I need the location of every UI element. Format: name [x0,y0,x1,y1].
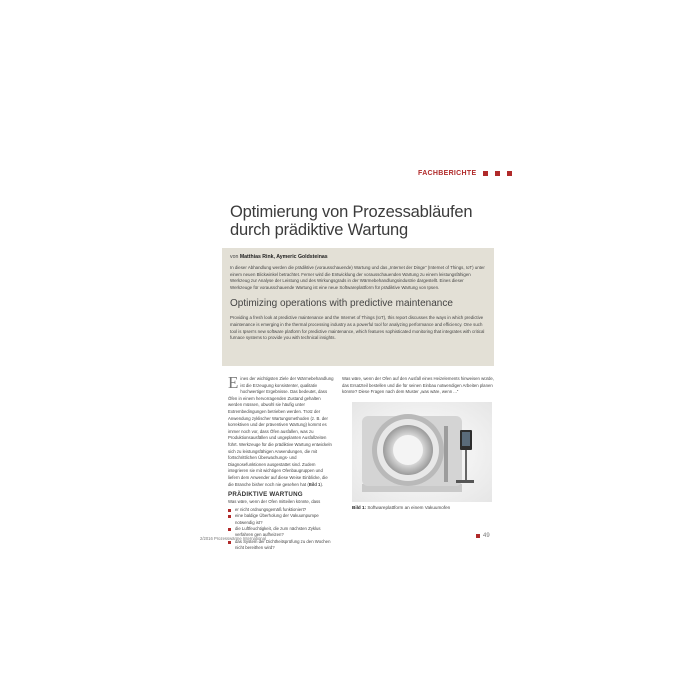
body-column-2 [342,376,494,396]
list-item: eine baldige Überholung der Vakuumpumpe notwendig ist? [228,513,334,526]
abstract-english: Providing a fresh look at predictive maintenance and the Internet of Things (IoT), this report discusses the ways in which predictive maintenance is emerging in the thermal processing industry as a powerful tool for analyzing performance and efficiency. One such tool is Ipsen's new software platform for predictive maintenance, which features sophisticated monitoring that integrates with critical furnace systems to provide you with technical insights. [230,315,485,341]
section-marker-square [507,171,512,176]
article-title: Optimierung von Prozessabläufen durch prädiktive Wartung [230,203,473,239]
furnace-photo [352,402,492,502]
authors-names: Matthias Rink, Aymeric Goldsteinas [239,254,328,260]
bullet-square-icon [228,541,231,544]
footer-publication: 2/2016 Prozesswärme International [200,536,266,541]
section-heading: PRÄDIKTIVE WARTUNG [228,491,303,499]
section-tag [418,170,512,177]
page-marker-square [476,534,480,538]
drop-cap: E [228,373,239,392]
list-item: er nicht ordnungsgemäß funktioniert? [228,507,334,513]
footer-page [476,533,490,539]
section-intro: Was wäre, wenn der Ofen mitteilen könnte, dass [228,499,321,505]
section-marker-square [495,171,500,176]
authors-line [230,254,486,260]
list-item: die Luftfeuchtigkeit, die zum nächsten Zyklus verfahren gen aufheizen? [228,526,334,539]
figure-caption [352,505,450,510]
section-label: FACHBERICHTE [418,170,477,177]
caption-label: Bild 1: [352,505,367,510]
list-item: das System der Dichtheitsprüfung zu den Wochen nicht bereithen wird? [228,539,334,552]
body-paragraph: Eines der wichtigsten Ziele der Wärmebehandlung ist die Erzeugung konsistenter, qualitativ hochwertiger Ergebnisse. Das bedeutet, dass Öfen in einem hervorragenden Zustand gehalten werden müssen, obwohl sie häufig unter Extrembedingungen betrieben werden. Trotz der Anwendung zyklischer Wartungsmethoden (z. B. der korrektiven und der präventiven Wartung) kommt es immer noch vor, dass Öfen ausfallen, was zu Produktionsausfällen und ungeplanten Ausfallzeiten führt. Werkzeuge für die prädiktive Wartung entwickeln sich zu leistungsfähigen Anwendungen, die mit fortschrittlichen Überwachungs- und Diagnosefunktionen ausgestattet sind. Zudem integrieren sie mit wichtigen Ofenbaugruppen und liefern dem Anwender auf diese Weise Einblicke, die die Branche bisher noch nie gesehen hat (Bild 1). [228,373,334,487]
page-number: 49 [483,533,490,539]
body-text: ines der wichtigsten Ziele der Wärmebehandlung ist die Erzeugung konsistenter, qualitativ hochwertiger Ergebnisse. Das bedeutet, dass Öfen in einem hervorragenden Zustand gehalten werden müssen, obwohl sie häufig unter Extrembedingungen betrieben werden. Trotz der Anwendung zyklischer Wartungsmethoden (z. B. der korrektiven und der präventiven Wartung) kommt es immer noch vor, dass Öfen ausfallen, was zu Produktionsausfällen und ungeplanten Ausfallzeiten führt. Werkzeuge für die prädiktive Wartung entwickeln sich zu leistungsfähigen Anwendungen, die mit fortschrittlichen Überwachungs- und Diagnosefunktionen ausgestattet sind. Zudem integrieren sie mit wichtigen Ofenbaugruppen und liefern dem Anwender auf diese Weise Einblicke, die die Branche bisher noch nie gesehen hat [228,376,334,487]
bullet-list [228,507,334,552]
english-subtitle: Optimizing operations with predictive maintenance [230,298,453,310]
body-column-1 [228,373,334,552]
bullet-square-icon [228,509,231,512]
authors-prefix: von [230,254,239,260]
body-text: Was wäre, wenn der Ofen auf den Ausfall eines Heizelements hinweisen würde, das Ersatzteil bestellen und die für seinen Einbau notwendigen Arbeiten planen könnte? Diese Fragen nach dem Muster „was wäre, wenn ...“ [342,376,494,395]
figure-reference: Bild 1 [308,481,321,487]
caption-text: Softwareplattform an einem Vakuumofen [367,505,451,510]
abstract-box [222,248,494,366]
abstract-german: In dieser Abhandlung werden die prädiktive (vorausschauende) Wartung und das „Internet der Dinge“ (Internet of Things, IoT) unter einem neuen Blickwinkel betrachtet. Ferner wird die Entwicklung der vorausschauenden Wartung zu einem leistungsfähigen Werkzeug zur Analyse der Leistung und des Wirkungsgrads in der Wärmebehandlungsindustrie dargestellt. Eines dieser Werkzeuge für vorausschauende Wartung ist eine neue Softwareplattform für prädiktive Wartung von Ipsen. [230,265,485,290]
bullet-square-icon [228,528,231,531]
section-marker-square [483,171,488,176]
furnace-illustration [352,402,492,502]
bullet-square-icon [228,515,231,518]
